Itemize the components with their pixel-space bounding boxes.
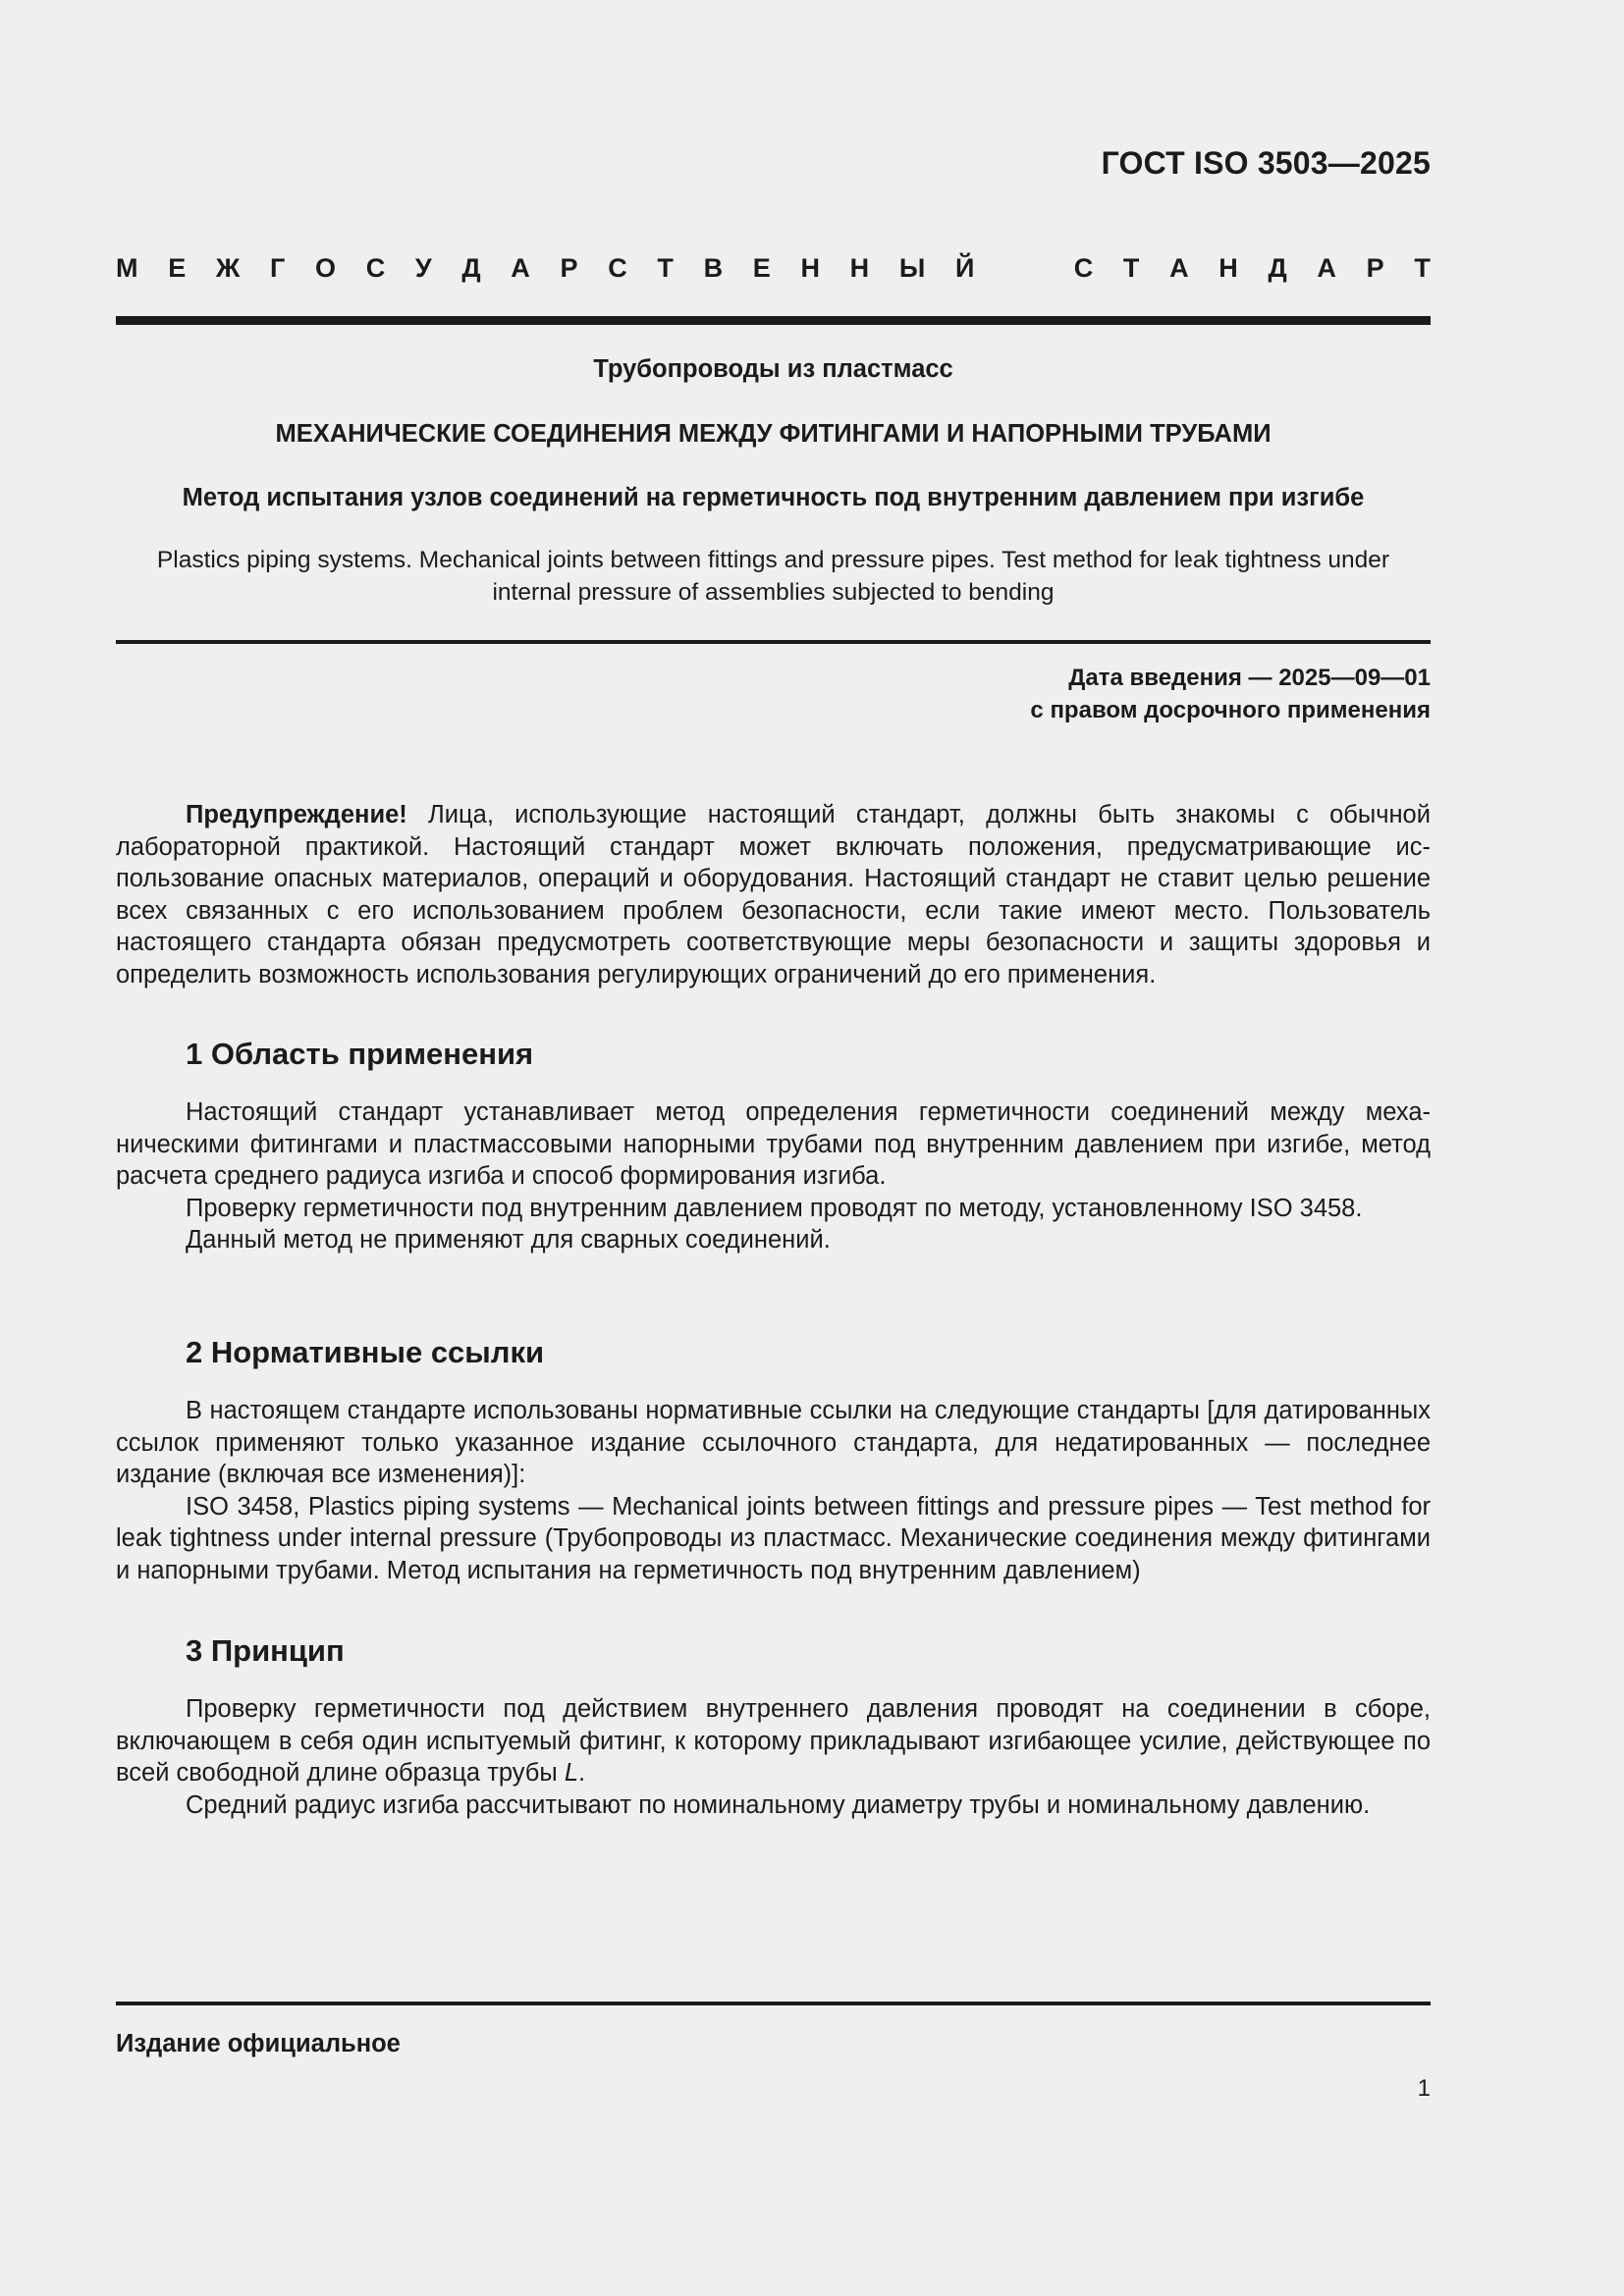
standard-type-letter: А [511, 253, 530, 283]
standard-type-letter: С [608, 253, 627, 283]
section-heading-normative-references: 2 Нормативные ссылки [186, 1335, 545, 1369]
title-english [116, 544, 1431, 609]
pipe-length-variable: L [564, 1759, 579, 1788]
title-topic: Трубопроводы из пластмасс [593, 355, 953, 383]
paragraph [116, 1693, 1431, 1789]
paragraph-end: . [578, 1759, 586, 1788]
title-main: МЕХАНИЧЕСКИЕ СОЕДИНЕНИЯ МЕЖДУ ФИТИНГАМИ И НАПОРНЫМИ ТРУБАМИ [275, 420, 1272, 448]
standard-type-letter: Т [657, 253, 674, 283]
title-english-line2: internal pressure of assemblies subjected to bending [492, 579, 1055, 606]
standard-type-letter: Т [1122, 253, 1140, 283]
standard-type-letter: С [1073, 253, 1094, 283]
official-edition-label: Издание официальное [116, 2030, 401, 2057]
standard-type-letter: М [116, 253, 138, 283]
title-english-line1: Plastics piping systems. Mechanical joints between fittings and pressure pipes. Test method for leak tightness under [156, 547, 1390, 573]
section-heading-principle: 3 Принцип [186, 1633, 345, 1668]
standard-type-letter: Р [1366, 253, 1384, 283]
standard-type-letter: Т [1414, 253, 1431, 283]
warning-text: Лица, использующие настоящий стандарт, должны быть знакомы с обычной лабораторной практикой. Настоящий стандарт может включать положения, предусматривающие использование опасных материалов, операций и оборудования. Настоящий стандарт не ставит целью решение всех связанных с его использованием проблем безопасности, если такие имеют место. Пользователь настоящего стандарта обязан предусмотреть соответствующие меры безопасности и защиты здоровья и определить возможность использования регулирующих ограничений до его применения. [116, 801, 1431, 988]
section-heading-scope: 1 Область применения [186, 1037, 534, 1071]
standard-type-letter: Ы [898, 253, 926, 283]
section-body-normative-references [116, 1395, 1431, 1587]
standard-type-heading [116, 253, 1431, 284]
warning-paragraph [116, 799, 1431, 991]
document-code: ГОСТ ISO 3503—2025 [1101, 145, 1431, 181]
paragraph: Средний радиус изгиба рассчитывают по номинальному диаметру трубы и номинальному давлению. [186, 1790, 1371, 1819]
standard-type-letter: В [703, 253, 724, 283]
standard-type-letter: Н [849, 253, 870, 283]
title-method: Метод испытания узлов соединений на герметичность под внутренним давлением при изгибе [182, 484, 1365, 511]
standard-type-letter: А [1317, 253, 1336, 283]
standard-type-letter: Д [1268, 253, 1287, 283]
standard-type-letter: А [1169, 253, 1189, 283]
paragraph: Проверку герметичности под внутренним давлением проводят по методу, установленному ISO 3458. [186, 1194, 1363, 1222]
standard-type-letter: У [414, 253, 432, 283]
standard-type-letter: Г [269, 253, 286, 283]
standard-type-letter: Й [954, 253, 975, 283]
introduction-date: Дата введения — 2025—09—01 [1068, 665, 1431, 691]
paragraph: Настоящий стандарт устанавливает метод определения герметичности соединений между механическими фитингами и пластмассовыми напорными трубами под внутренним давлением при изгибе, метод расчета среднего радиуса изгиба и способ формирования изгиба. [116, 1098, 1431, 1191]
page-number: 1 [1417, 2075, 1431, 2102]
word-gap [1004, 253, 1044, 284]
document-page [116, 0, 1431, 2296]
standard-type-letter: Ж [215, 253, 241, 283]
introduction-date-block [1030, 662, 1431, 726]
footer-divider [116, 2002, 1431, 2005]
standard-type-letter: Е [168, 253, 187, 283]
standard-type-letter: Д [461, 253, 481, 283]
standard-type-letter: Р [560, 253, 578, 283]
paragraph: Данный метод не применяют для сварных соединений. [186, 1226, 831, 1255]
paragraph: В настоящем стандарте использованы нормативные ссылки на следующие стандарты [для датированных ссылок применяют только указанное издание ссылочного стандарта, для недатированных — последнее издание (включая все изменения)]: [116, 1397, 1431, 1489]
standard-type-letter: С [365, 253, 386, 283]
standard-type-letter: Е [752, 253, 771, 283]
standard-type-letter: Н [800, 253, 820, 283]
early-application-note: с правом досрочного применения [1030, 697, 1431, 723]
header-divider [116, 316, 1431, 325]
warning-label: Предупреждение! [186, 801, 407, 828]
standard-type-letter: О [314, 253, 336, 283]
section-body-principle [116, 1693, 1431, 1821]
paragraph: ISO 3458, Plastics piping systems — Mechanical joints between fittings and pressure pipes — Test method for leak tightness under internal pressure (Трубопроводы из пластмасс. Механические соединения между фитингами и напорными трубами. Метод испытания на герметичность под внутренним давлением) [116, 1492, 1431, 1584]
section-body-scope [116, 1096, 1431, 1256]
title-divider [116, 640, 1431, 644]
paragraph-text: Проверку герметичности под действием внутреннего давления проводят на соединении в сборе, включающем в себя один испытуемый фитинг, к которому прикладывают изгибающее усилие, действующее по всей свободной длине образца трубы [116, 1695, 1431, 1788]
standard-type-letter: Н [1218, 253, 1238, 283]
